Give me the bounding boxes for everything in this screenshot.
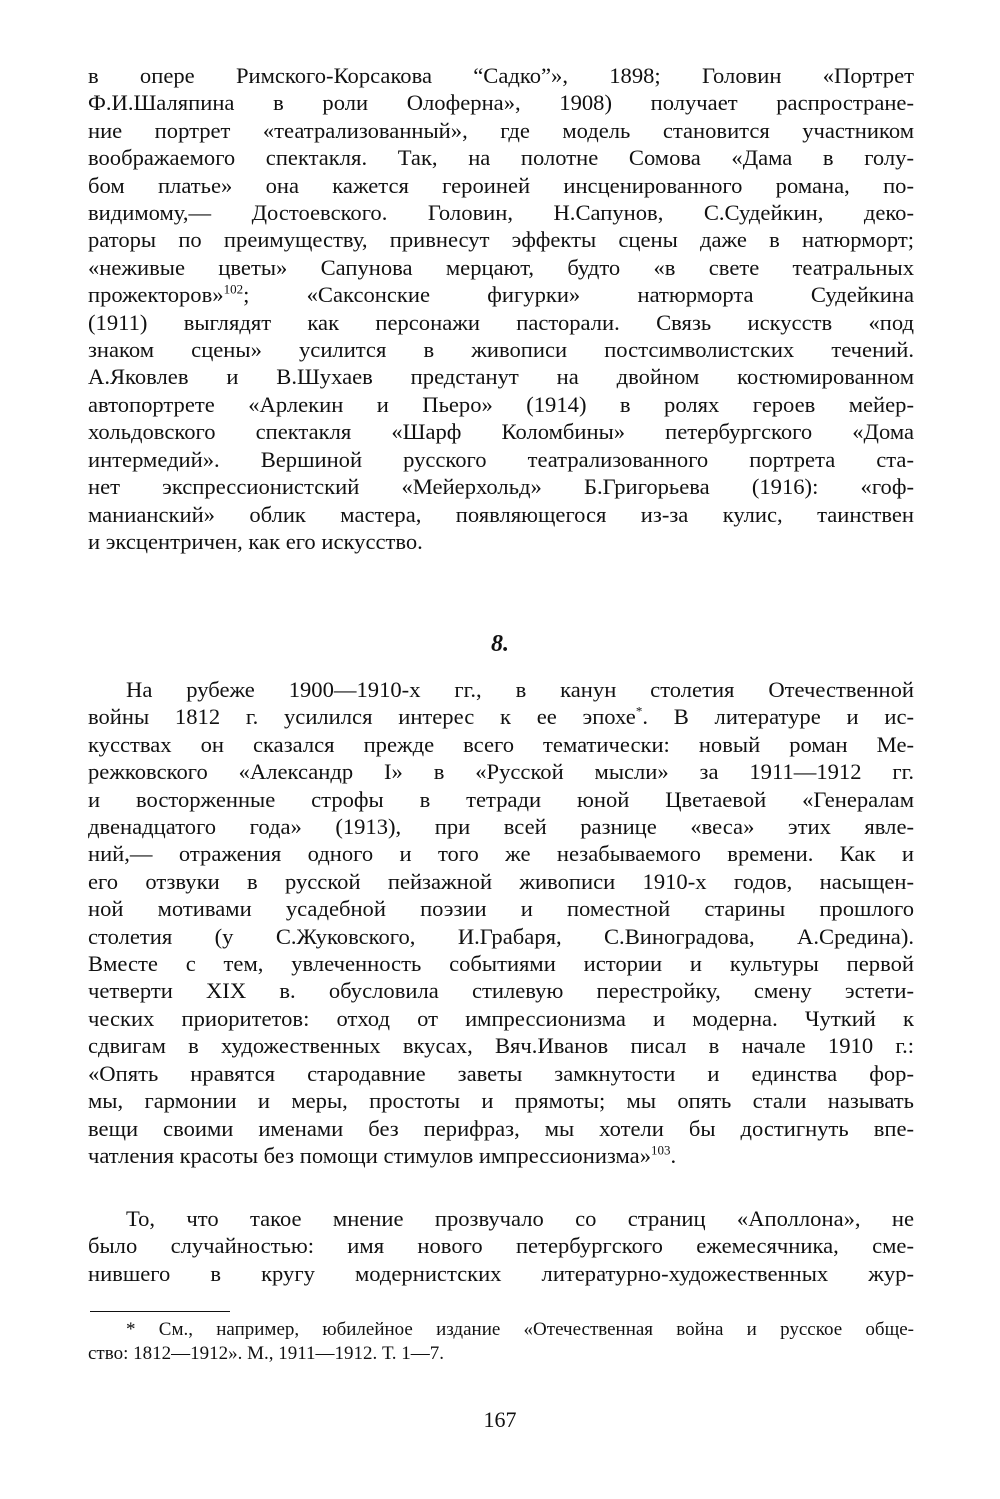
text-line: автопортрете «Арлекин и Пьеро» (1914) в ролях героев мейер- bbox=[88, 391, 914, 417]
text-fragment: ; «Саксонские фигурки» натюрморта Судейкина bbox=[243, 282, 914, 308]
text-fragment: . bbox=[670, 1142, 677, 1168]
text-line: столетия (у С.Жуковского, И.Грабаря, С.Виноградова, А.Средина). bbox=[88, 923, 914, 949]
text-line: в опере Римского-Корсакова “Садко”», 1898; Головин «Портрет bbox=[88, 63, 914, 88]
text-line: Ф.И.Шаляпина в роли Олоферна», 1908) получает распростране- bbox=[88, 90, 914, 116]
footnote-text: См., например, юбилейное издание «Отечественная война и русское обще- bbox=[158, 1319, 914, 1340]
text-line: ческих приоритетов: отход от импрессионизма и модерна. Чуткий к bbox=[88, 1005, 914, 1031]
footnote-marker: * bbox=[126, 1319, 136, 1340]
text-line: ний,— отражения одного и того же незабываемого времени. Как и bbox=[88, 841, 914, 867]
text-line: (1911) выглядят как персонажи пасторали. Связь искусств «под bbox=[88, 309, 914, 335]
footnote-line bbox=[88, 1318, 914, 1342]
footnote-line: ство: 1812—1912». М., 1911—1912. Т. 1—7. bbox=[88, 1343, 444, 1364]
text-fragment: . В литературе и ис- bbox=[642, 704, 914, 730]
text-line: видимому,— Достоевского. Головин, Н.Сапунов, С.Судейкин, деко- bbox=[88, 200, 914, 226]
text-line: раторы по преимуществу, привнесут эффекты сцены даже в натюрморт; bbox=[88, 227, 914, 253]
text-line bbox=[88, 281, 914, 308]
text-line: «Опять нравятся стародавние заветы замкнутости и единства фор- bbox=[88, 1060, 914, 1086]
text-line: «неживые цветы» Сапунова мерцают, будто «в свете театральных bbox=[88, 254, 914, 280]
note-reference: 102 bbox=[223, 281, 244, 297]
text-line: нет экспрессионистский «Мейерхольд» Б.Григорьева (1916): «гоф- bbox=[88, 474, 914, 500]
text-line bbox=[88, 1142, 914, 1169]
text-line: знаком сцены» усилится в живописи постсимволистских течений. bbox=[88, 337, 914, 363]
paragraph-2 bbox=[88, 676, 914, 1169]
text-line: было случайностью: имя нового петербургского ежемесячника, сме- bbox=[88, 1233, 914, 1259]
text-line bbox=[88, 703, 914, 730]
text-line: ной мотивами усадебной поэзии и поместной старины прошлого bbox=[88, 896, 914, 922]
text-fragment: прожекторов» bbox=[88, 282, 224, 308]
text-line: интермедий». Вершиной русского театрализованного портрета ста- bbox=[88, 446, 914, 472]
text-line: Вместе с тем, увлеченность событиями истории и культуры первой bbox=[88, 951, 914, 977]
text-line: и эксцентричен, как его искусство. bbox=[88, 528, 423, 554]
text-line: хольдовского спектакля «Шарф Коломбины» петербургского «Дома bbox=[88, 419, 914, 445]
text-line: режковского «Александр I» в «Русской мысли» за 1911—1912 гг. bbox=[88, 759, 914, 785]
text-line: манианский» облик мастера, появляющегося из-за кулис, таинствен bbox=[88, 501, 914, 527]
text-line: мы, гармонии и меры, простоты и прямоты; мы опять стали называть bbox=[88, 1088, 914, 1114]
text-line: четверти XIX в. обусловила стилевую перестройку, смену эстети- bbox=[88, 978, 914, 1004]
text-line: и восторженные строфы в тетради юной Цветаевой «Генералам bbox=[88, 786, 914, 812]
text-line: ние портрет «театрализованный», где модель становится участником bbox=[88, 117, 914, 143]
text-fragment: чатления красоты без помощи стимулов импрессионизма» bbox=[88, 1142, 651, 1168]
text-fragment: войны 1812 г. усилился интерес к ее эпохе bbox=[88, 704, 636, 730]
section-heading: 8. bbox=[491, 631, 509, 657]
text-line: нившего в кругу модернистских литературно-художественных жур- bbox=[88, 1260, 914, 1286]
footnote bbox=[88, 1318, 914, 1366]
page-number: 167 bbox=[483, 1407, 517, 1432]
text-line: На рубеже 1900—1910-х гг., в канун столетия Отечественной bbox=[126, 677, 914, 702]
text-line: вещи своими именами без перифраз, мы хотели бы достигнуть впе- bbox=[88, 1115, 914, 1141]
text-line: То, что такое мнение прозвучало со страниц «Аполлона», не bbox=[126, 1206, 914, 1231]
text-line: кусствах он сказался прежде всего тематически: новый роман Ме- bbox=[88, 731, 914, 757]
text-line: А.Яковлев и В.Шухаев предстанут на двойном костюмированном bbox=[88, 364, 914, 390]
text-line: его отзвуки в русской пейзажной живописи 1910-х годов, насыщен- bbox=[88, 868, 914, 894]
footnote-marker: * bbox=[635, 703, 643, 719]
note-reference: 103 bbox=[651, 1142, 671, 1158]
paragraph-1 bbox=[88, 62, 914, 555]
footnote-separator bbox=[90, 1311, 230, 1312]
text-line: воображаемого спектакля. Так, на полотне Сомова «Дама в голу- bbox=[88, 145, 914, 171]
text-line: двенадцатого года» (1913), при всей разнице «веса» этих явле- bbox=[88, 814, 914, 840]
text-line: сдвигам в художественных вкусах, Вяч.Иванов писал в начале 1910 г.: bbox=[88, 1033, 914, 1059]
text-line: бом платье» она кажется героиней инсценированного романа, по- bbox=[88, 172, 914, 198]
paragraph-3 bbox=[88, 1205, 914, 1287]
